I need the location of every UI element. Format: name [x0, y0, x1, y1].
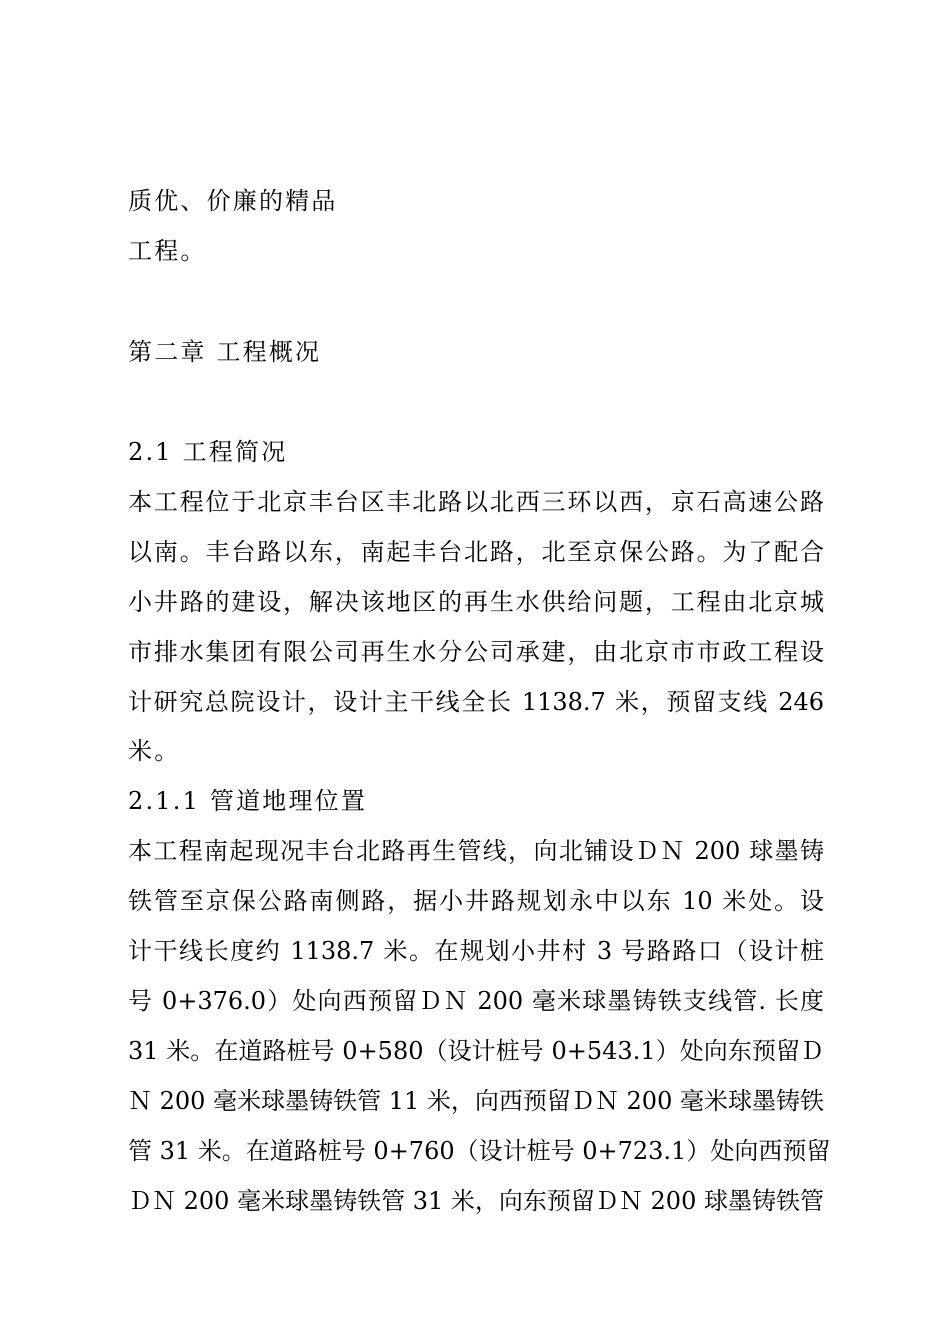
paragraph-line: 小井路的建设，解决该地区的再生水供给问题，工程由北京城 — [128, 588, 824, 616]
paragraph-line: Ｎ 200 毫米球墨铸铁管 11 米，向西预留ＤＮ 200 毫米球墨铸铁 — [128, 1087, 824, 1115]
paragraph-line: 31 米。在道路桩号 0+580（设计桩号 0+543.1）处向东预留Ｄ — [128, 1037, 824, 1065]
paragraph-line: 管 31 米。在道路桩号 0+760（设计桩号 0+723.1）处向西预留 — [128, 1137, 831, 1165]
paragraph-line: 本工程南起现况丰台北路再生管线，向北铺设ＤＮ 200 球墨铸 — [128, 837, 824, 865]
paragraph-line: 计干线长度约 1138.7 米。在规划小井村 3 号路路口（设计桩 — [128, 937, 824, 965]
paragraph-line-last: 米。 — [128, 737, 181, 765]
paragraph-line: 铁管至京保公路南侧路，据小井路规划永中以东 10 米处。设 — [128, 887, 824, 915]
paragraph-line: 号 0+376.0）处向西预留ＤＮ 200 毫米球墨铸铁支线管. 长度 — [128, 987, 824, 1015]
paragraph-line: ＤＮ 200 毫米球墨铸铁管 31 米，向东预留ＤＮ 200 球墨铸铁管 — [128, 1187, 824, 1215]
text-line-continuation-end: 工程。 — [128, 237, 207, 265]
paragraph-line: 本工程位于北京丰台区丰北路以北西三环以西，京石高速公路 — [128, 488, 824, 516]
paragraph-line: 以南。丰台路以东，南起丰台北路，北至京保公路。为了配合 — [128, 538, 824, 566]
section-heading: 2.1 工程简况 — [128, 438, 288, 466]
subsection-heading: 2.1.1 管道地理位置 — [128, 787, 368, 815]
chapter-heading: 第二章 工程概况 — [128, 338, 322, 366]
paragraph-line: 市排水集团有限公司再生水分公司承建，由北京市市政工程设 — [128, 638, 824, 666]
text-line-continuation: 质优、价廉的精品 — [128, 187, 338, 215]
paragraph-line: 计研究总院设计，设计主干线全长 1138.7 米，预留支线 246 — [128, 688, 824, 716]
